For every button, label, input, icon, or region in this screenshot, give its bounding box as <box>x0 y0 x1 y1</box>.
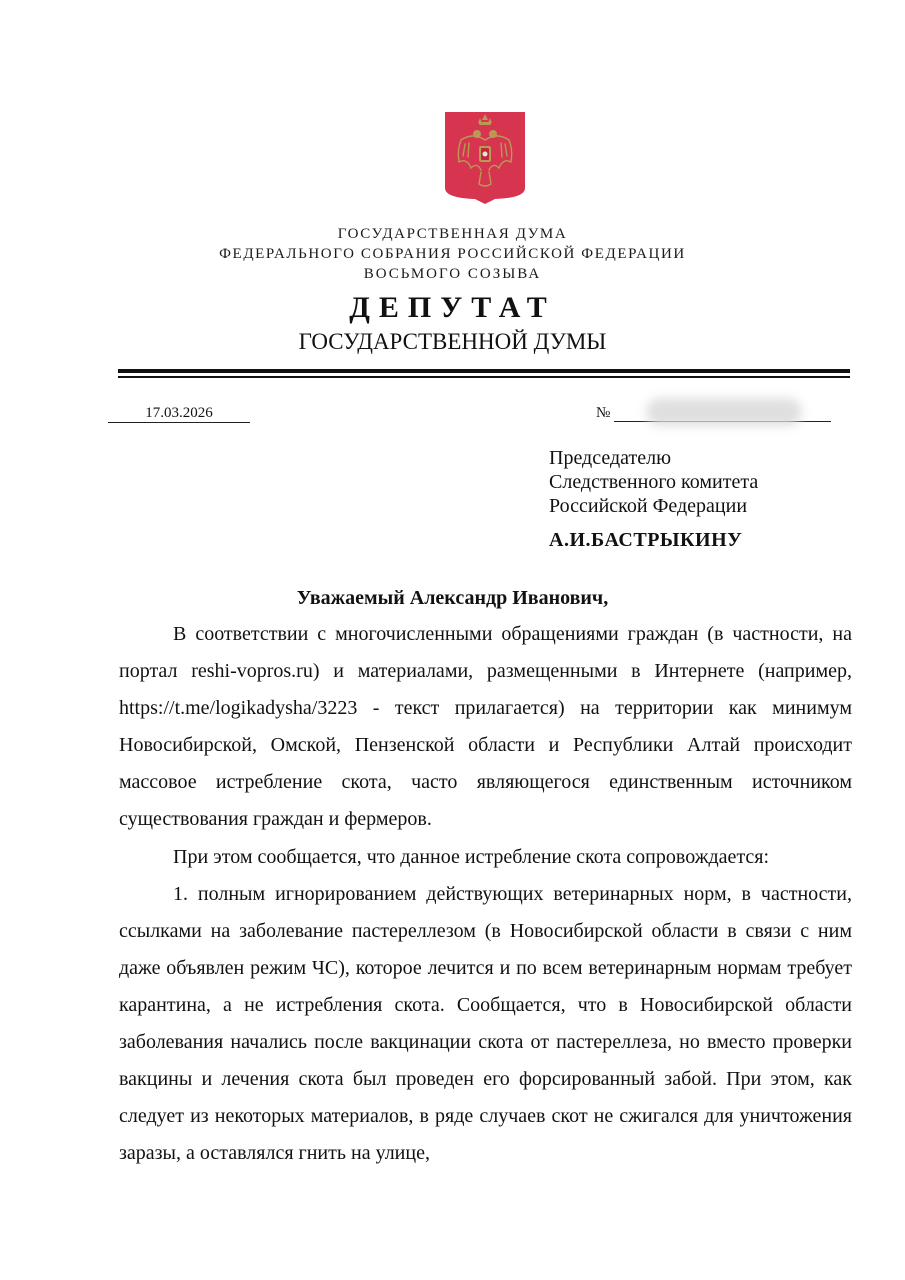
document-number-sign: № <box>596 405 611 421</box>
letterhead-line-2: ФЕДЕРАЛЬНОГО СОБРАНИЯ РОССИЙСКОЙ ФЕДЕРАЦИИ <box>219 246 686 262</box>
body-paragraph-2: При этом сообщается, что данное истребление скота сопровождается: <box>173 845 770 868</box>
document-date: 17.03.2026 <box>108 404 250 423</box>
coat-of-arms-icon <box>443 110 527 204</box>
letterhead-line-1: ГОСУДАРСТВЕННАЯ ДУМА <box>337 226 568 242</box>
addressee-line-3: Российской Федерации <box>549 495 748 517</box>
addressee-line-2: Следственного комитета <box>549 471 759 493</box>
letterhead-line-3: ВОСЬМОГО СОЗЫВА <box>363 266 542 282</box>
letterhead-subtitle: ГОСУДАРСТВЕННОЙ ДУМЫ <box>298 329 607 354</box>
addressee-name: А.И.БАСТРЫКИНУ <box>549 529 743 551</box>
redacted-number <box>646 398 802 426</box>
body-paragraph-1: В соответствии с многочисленными обращениями граждан (в частности, на портал reshi-vopros.ru) и материалами, размещенными в Интернете (например, https://t.me/logikadysha/3223 - текст прилагается) на территории как минимум Новосибирской, Омской, Пензенской области и Республики Алтай происходит массовое истребление скота, часто являющегося единственным источником существования граждан и фермеров. <box>119 623 852 831</box>
greeting: Уважаемый Александр Иванович, <box>296 587 609 609</box>
header-rule-thick <box>118 369 850 373</box>
letterhead-title: ДЕПУТАТ <box>349 291 556 324</box>
addressee-line-1: Председателю <box>549 447 672 469</box>
body-paragraph-3: 1. полным игнорированием действующих ветеринарных норм, в частности, ссылками на заболевание пастереллезом (в Новосибирской области в связи с ним даже объявлен режим ЧС), которое лечится и по всем ветеринарным нормам требует карантина, а не истребления скота. Сообщается, что в Новосибирской области заболевания начались после вакцинации скота от пастереллеза, но вместо проверки вакцины и лечения скота был проведен его форсированный забой. При этом, как следует из некоторых материалов, в ряде случаев скот не сжигался для уничтожения заразы, а оставлялся гнить на улице, <box>119 882 852 1165</box>
letter-body <box>119 616 852 1172</box>
header-rule-thin <box>118 376 850 378</box>
